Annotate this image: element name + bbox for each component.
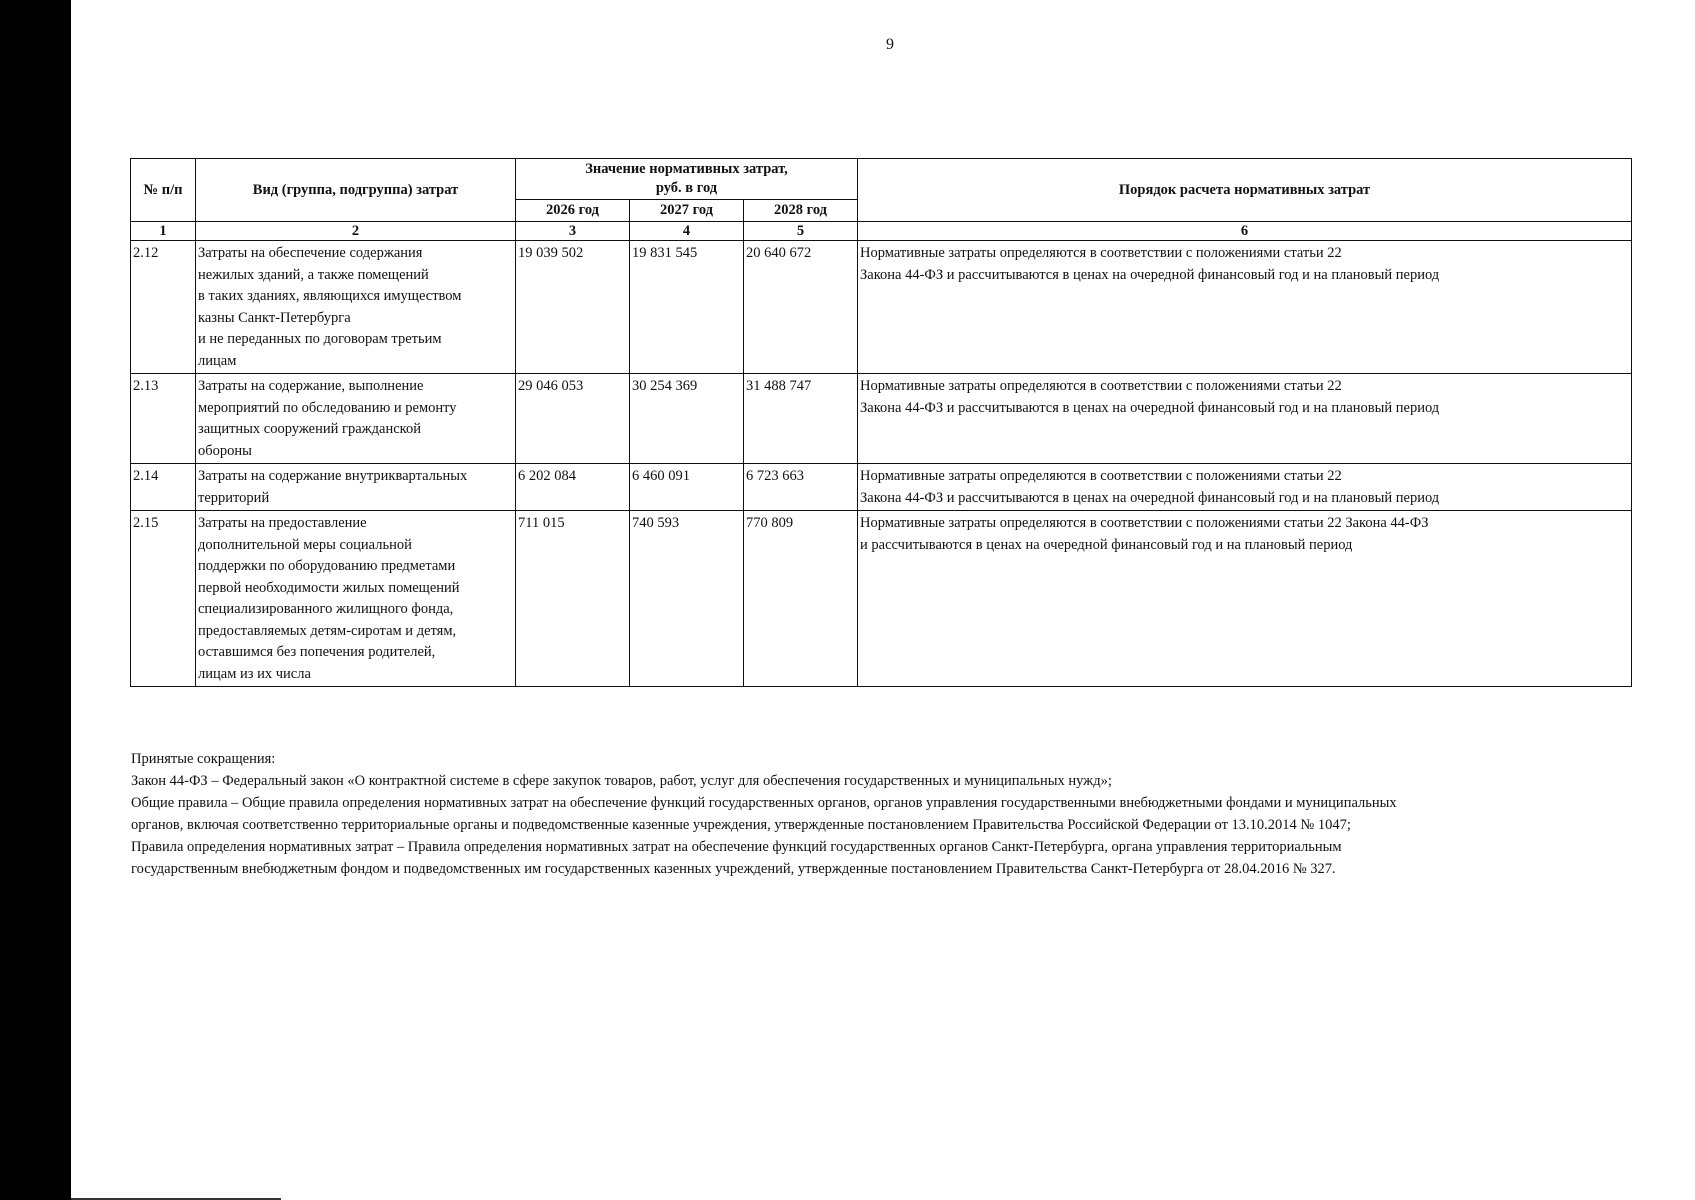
header-calc-order: Порядок расчета нормативных затрат (858, 159, 1632, 222)
notes-heading: Принятые сокращения: (131, 751, 276, 767)
row-calc-order (858, 464, 1632, 511)
desc-line: предоставляемых детям-сиротам и детям, (198, 622, 457, 639)
desc-line: Затраты на содержание внутриквартальных (198, 468, 468, 484)
desc-line: специализированного жилищного фонда, (198, 601, 454, 617)
value-2028: 6 723 663 (744, 464, 858, 511)
desc-line: поддержки по оборудованию предметами (198, 558, 456, 574)
table-row (131, 241, 1632, 374)
notes-line: Закон 44-ФЗ – Федеральный закон «О контрактной системе в сфере закупок товаров, работ, услуг для обеспечения государственных и муниципальных нужд»; (131, 773, 1112, 789)
header-year-2028: 2028 год (744, 200, 858, 222)
desc-line: казны Санкт-Петербурга (198, 309, 351, 326)
value-2026: 19 039 502 (516, 241, 630, 374)
value-2027: 30 254 369 (630, 374, 744, 464)
value-2026: 711 015 (516, 511, 630, 687)
value-2028: 31 488 747 (744, 374, 858, 464)
row-num: 2.12 (131, 241, 196, 374)
order-line: Нормативные затраты определяются в соответствии с положениями статьи 22 (860, 378, 1342, 394)
order-line: Нормативные затраты определяются в соответствии с положениями статьи 22 (860, 245, 1342, 261)
header-value-line-2: руб. в год (655, 180, 718, 196)
header-value-line-1: Значение нормативных затрат, (585, 161, 788, 177)
header-row-1 (131, 159, 1632, 200)
order-line: Закона 44-ФЗ и рассчитываются в ценах на очередной финансовый год и на плановый период (860, 399, 1440, 416)
desc-line: обороны (198, 442, 252, 459)
table-row (131, 374, 1632, 464)
desc-line: первой необходимости жилых помещений (198, 579, 460, 596)
desc-line: и не переданных по договорам третьим (198, 331, 442, 347)
normative-costs-table (130, 158, 1632, 687)
column-numbers-row (131, 222, 1632, 241)
value-2028: 770 809 (744, 511, 858, 687)
table-row (131, 464, 1632, 511)
desc-line: лицам из их числа (198, 665, 311, 682)
column-number: 3 (516, 222, 630, 241)
desc-line: нежилых зданий, а также помещений (198, 266, 429, 283)
row-num: 2.15 (131, 511, 196, 687)
value-2027: 740 593 (630, 511, 744, 687)
order-line: и рассчитываются в ценах на очередной финансовый год и на плановый период (860, 536, 1353, 553)
header-cost-type: Вид (группа, подгруппа) затрат (196, 159, 516, 222)
notes-line: Общие правила – Общие правила определения нормативных затрат на обеспечение функций государственных органов, органов управления государственными внебюджетными фондами и муниципальных (131, 795, 1397, 811)
header-year-2027: 2027 год (630, 200, 744, 222)
row-num: 2.14 (131, 464, 196, 511)
value-2026: 6 202 084 (516, 464, 630, 511)
value-2026: 29 046 053 (516, 374, 630, 464)
column-number: 6 (858, 222, 1632, 241)
table-row (131, 511, 1632, 687)
desc-line: Затраты на обеспечение содержания (198, 245, 423, 261)
value-2028: 20 640 672 (744, 241, 858, 374)
order-line: Нормативные затраты определяются в соответствии с положениями статьи 22 (860, 468, 1342, 484)
notes-line: государственным внебюджетным фондом и подведомственных им государственных казенных учреждений, утвержденные постановлением Правительства Санкт-Петербурга от 28.04.2016 № 327. (131, 861, 1336, 877)
row-cost-type (196, 374, 516, 464)
value-2027: 19 831 545 (630, 241, 744, 374)
desc-line: защитных сооружений гражданской (198, 421, 422, 437)
row-cost-type (196, 511, 516, 687)
row-cost-type (196, 464, 516, 511)
desc-line: мероприятий по обследованию и ремонту (198, 399, 457, 416)
desc-line: в таких зданиях, являющихся имуществом (198, 288, 462, 304)
notes-line: органов, включая соответственно территориальные органы и подведомственные казенные учреждения, утвержденные постановлением Правительства Российской Федерации от 13.10.2014 № 1047; (131, 817, 1351, 833)
desc-line: Затраты на содержание, выполнение (198, 378, 424, 394)
row-num: 2.13 (131, 374, 196, 464)
desc-line: дополнительной меры социальной (198, 536, 412, 553)
row-calc-order (858, 511, 1632, 687)
column-number: 4 (630, 222, 744, 241)
row-calc-order (858, 241, 1632, 374)
order-line: Закона 44-ФЗ и рассчитываются в ценах на очередной финансовый год и на плановый период (860, 266, 1440, 283)
abbreviations-notes (131, 748, 1641, 880)
page-number: 9 (886, 36, 894, 53)
desc-line: оставшимся без попечения родителей, (198, 644, 436, 660)
column-number: 2 (196, 222, 516, 241)
notes-line: Правила определения нормативных затрат – Правила определения нормативных затрат на обеспечение функций государственных органов Санкт-Петербурга, органа управления территориальным (131, 839, 1342, 855)
desc-line: лицам (198, 352, 237, 369)
scan-left-border (0, 0, 71, 1200)
desc-line: Затраты на предоставление (198, 515, 367, 531)
order-line: Закона 44-ФЗ и рассчитываются в ценах на очередной финансовый год и на плановый период (860, 489, 1440, 506)
header-num: № п/п (131, 159, 196, 222)
column-number: 1 (131, 222, 196, 241)
order-line: Нормативные затраты определяются в соответствии с положениями статьи 22 Закона 44-ФЗ (860, 515, 1429, 531)
row-cost-type (196, 241, 516, 374)
desc-line: территорий (198, 489, 270, 506)
value-2027: 6 460 091 (630, 464, 744, 511)
header-year-2026: 2026 год (516, 200, 630, 222)
column-number: 5 (744, 222, 858, 241)
header-value-group (516, 159, 858, 200)
row-calc-order (858, 374, 1632, 464)
